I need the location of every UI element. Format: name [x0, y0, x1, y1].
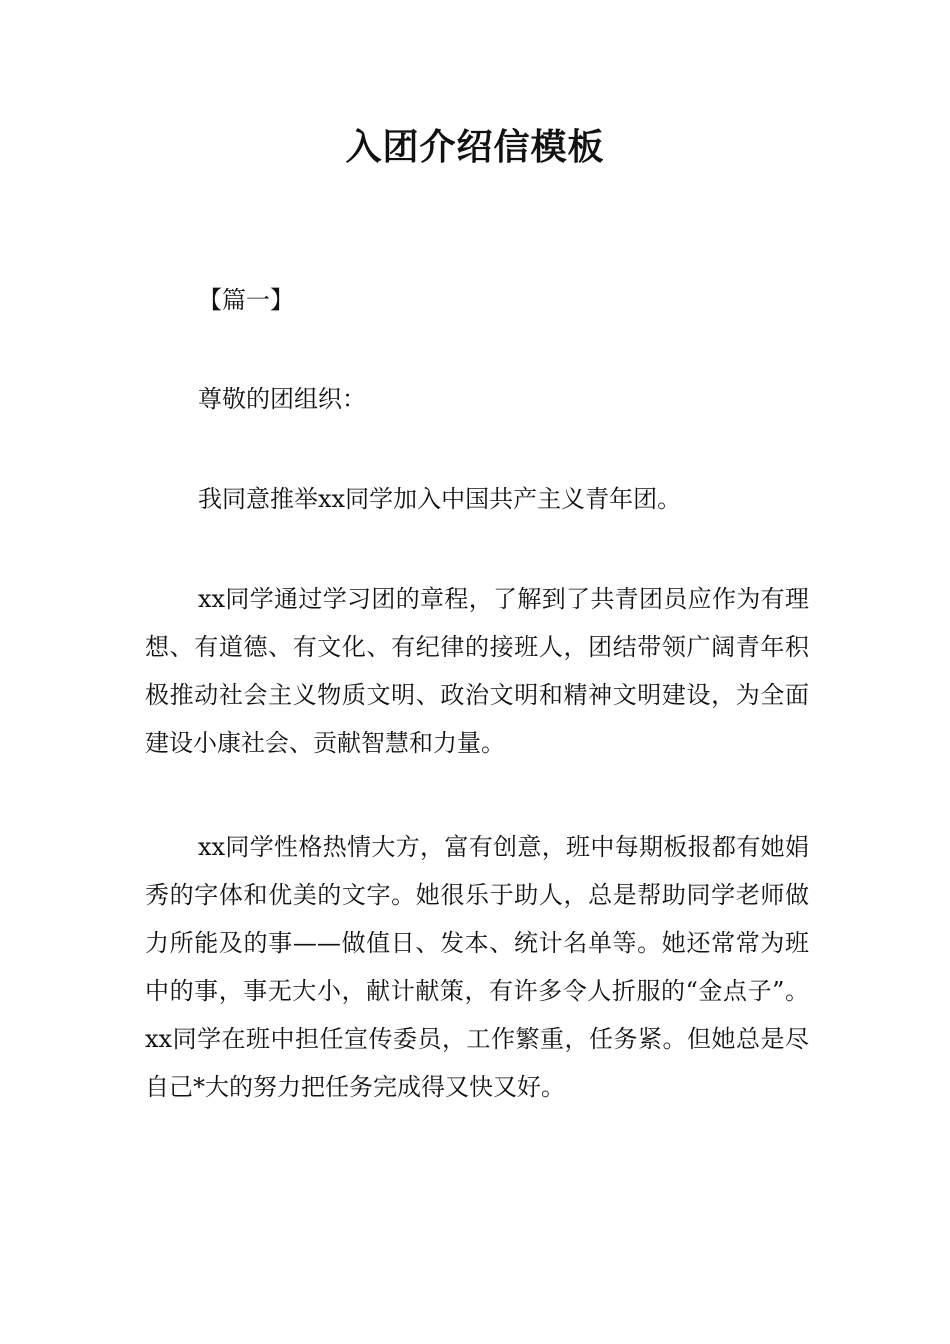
document-title: 入团介绍信模板: [345, 127, 605, 168]
salutation: 尊敬的团组织：: [198, 385, 366, 413]
paragraph-understanding: xx同学通过学习团的章程，了解到了共青团员应作为有理想、有道德、有文化、有纪律的接班人，团结带领广阔青年积极推动社会主义物质文明、政治文明和精神文明建设，为全面建设小康社会、贡献智慧和力量。: [145, 585, 809, 757]
paragraph-character: xx同学性格热情大方，富有创意，班中每期板报都有她娟秀的字体和优美的文字。她很乐于助人，总是帮助同学老师做力所能及的事——做值日、发本、统计名单等。她还常常为班中的事，事无大小，献计献策，有许多令人折服的“金点子”。xx同学在班中担任宣传委员，工作繁重，任务紧。但她总是尽自己*大的努力把任务完成得又快又好。: [145, 833, 809, 1101]
section-heading: 【篇一】: [198, 286, 294, 314]
paragraph-recommendation: 我同意推举xx同学加入中国共产主义青年团。: [198, 485, 682, 513]
